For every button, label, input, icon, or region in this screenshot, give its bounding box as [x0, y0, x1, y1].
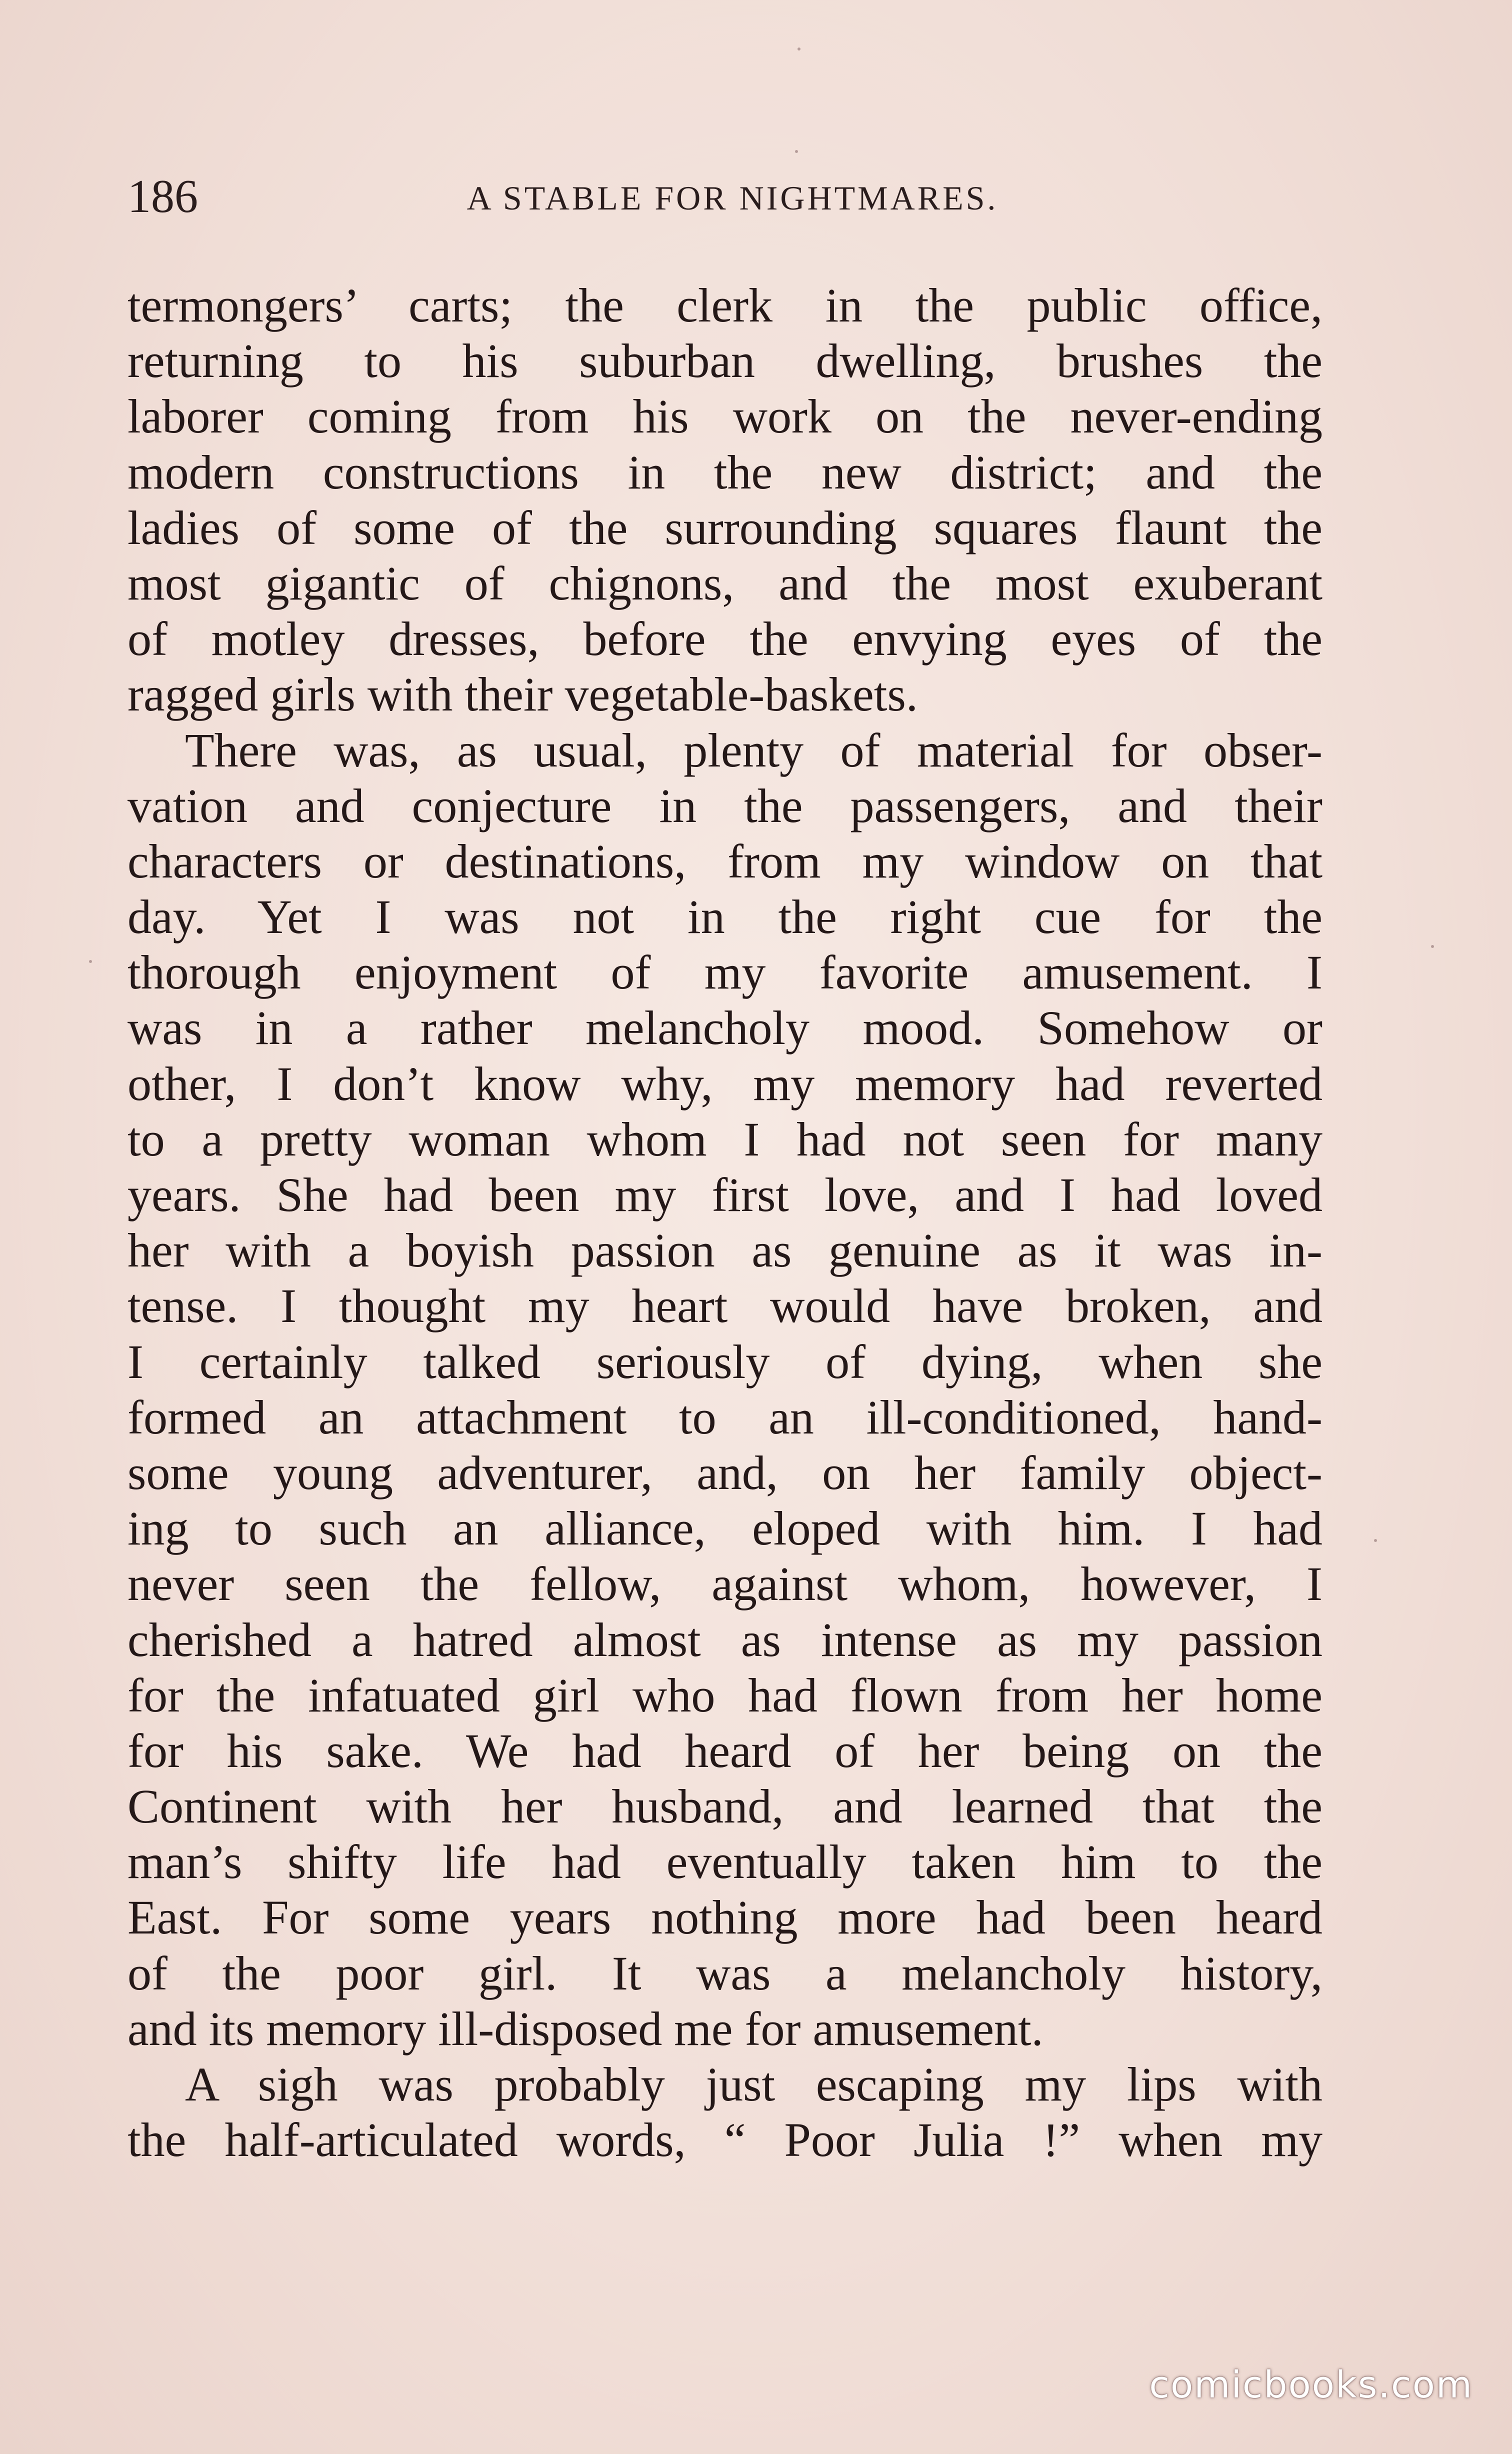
- text-line: There was, as usual, plenty of material for obser-: [185, 723, 1322, 777]
- text-line: some young adventurer, and, on her family object-: [128, 1446, 1322, 1500]
- watermark: comicbooks.com: [1149, 2364, 1473, 2406]
- text-line: ing to such an alliance, eloped with him. I had: [128, 1502, 1322, 1556]
- page-header: [128, 169, 1322, 224]
- text-line: and its memory ill-disposed me for amusement.: [128, 2002, 1044, 2056]
- paper-speck: [1431, 945, 1434, 948]
- paper-speck: [798, 48, 800, 50]
- page-number: 186: [128, 170, 198, 222]
- text-line: of the poor girl. It was a melancholy history,: [128, 1946, 1322, 2000]
- text-line: modern constructions in the new district; and the: [128, 445, 1322, 499]
- text-line: Continent with her husband, and learned that the: [128, 1780, 1322, 1834]
- text-line: tense. I thought my heart would have broken, and: [128, 1279, 1322, 1333]
- text-line: A sigh was probably just escaping my lips with: [185, 2058, 1322, 2111]
- body-text: [128, 278, 1322, 2168]
- text-line: termongers’ carts; the clerk in the public office,: [128, 278, 1322, 332]
- text-line: day. Yet I was not in the right cue for the: [128, 890, 1322, 944]
- text-line: was in a rather melancholy mood. Somehow or: [128, 1001, 1322, 1055]
- text-line: other, I don’t know why, my memory had reverted: [128, 1056, 1322, 1110]
- text-line: characters or destinations, from my window on that: [128, 834, 1322, 888]
- paper-speck: [89, 960, 92, 963]
- text-line: man’s shifty life had eventually taken him to the: [128, 1835, 1322, 1889]
- text-line: returning to his suburban dwelling, brushes the: [128, 334, 1322, 388]
- text-line: ladies of some of the surrounding squares flaunt the: [128, 500, 1322, 554]
- text-line: for the infatuated girl who had flown from her home: [128, 1668, 1322, 1722]
- text-line: thorough enjoyment of my favorite amusement. I: [128, 946, 1322, 1000]
- text-line: to a pretty woman whom I had not seen for many: [128, 1112, 1322, 1166]
- text-line: East. For some years nothing more had been heard: [128, 1890, 1322, 1944]
- text-line: vation and conjecture in the passengers, and their: [128, 778, 1322, 832]
- text-line: ragged girls with their vegetable-baskets.: [128, 668, 918, 722]
- text-line: of motley dresses, before the envying eyes of the: [128, 612, 1322, 666]
- text-line: years. She had been my first love, and I had loved: [128, 1168, 1322, 1222]
- text-line: formed an attachment to an ill-conditioned, hand-: [128, 1390, 1322, 1444]
- text-line: cherished a hatred almost as intense as my passion: [128, 1612, 1322, 1666]
- text-line: her with a boyish passion as genuine as it was in-: [128, 1224, 1322, 1278]
- text-line: laborer coming from his work on the never-ending: [128, 390, 1322, 444]
- text-line: most gigantic of chignons, and the most exuberant: [128, 556, 1322, 610]
- running-title: A STABLE FOR NIGHTMARES.: [466, 179, 998, 217]
- text-line: never seen the fellow, against whom, however, I: [128, 1557, 1322, 1611]
- text-line: the half-articulated words, “ Poor Julia !” when my: [128, 2113, 1322, 2167]
- text-line: for his sake. We had heard of her being on the: [128, 1724, 1322, 1778]
- paper-speck: [1374, 1539, 1377, 1542]
- text-line: I certainly talked seriously of dying, when she: [128, 1334, 1322, 1388]
- paper-speck: [795, 150, 798, 153]
